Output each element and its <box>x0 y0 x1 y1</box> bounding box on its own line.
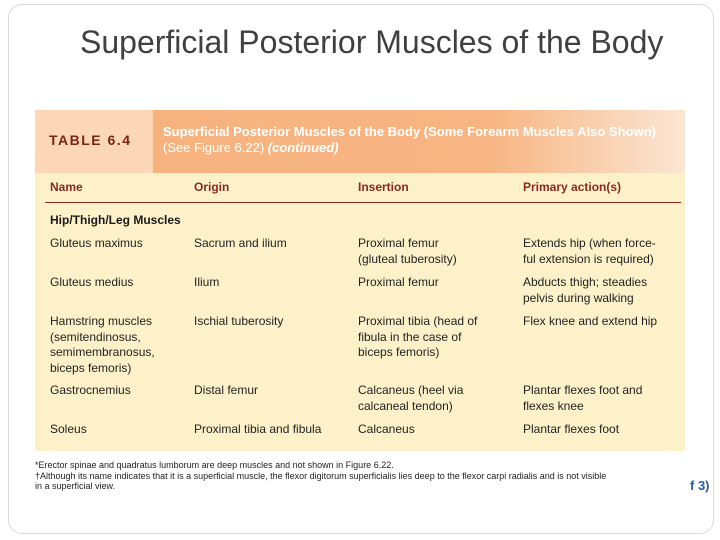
corner-text: f 3) <box>690 478 710 493</box>
cell-line: Calcaneus (heel via <box>358 383 464 397</box>
cell-line: Soleus <box>50 422 87 436</box>
column-header-insertion: Insertion <box>358 180 409 194</box>
cell-line: Gluteus medius <box>50 275 134 289</box>
cell-line: Gluteus maximus <box>50 236 143 250</box>
cell-line: Sacrum and ilium <box>194 236 287 250</box>
group-label: Hip/Thigh/Leg Muscles <box>50 213 181 227</box>
table-label-box <box>35 110 153 173</box>
cell-name <box>50 275 200 291</box>
cell-origin <box>194 383 354 399</box>
cell-line: Flex knee and extend hip <box>523 314 658 328</box>
cell-action <box>523 236 683 267</box>
header-rule <box>45 202 681 203</box>
column-header-name: Name <box>50 180 83 194</box>
cell-line: biceps femoris) <box>50 360 132 375</box>
cell-origin <box>194 422 354 438</box>
table-heading-main: Superficial Posterior Muscles of the Body (Some Forearm Muscles Also Shown) <box>163 124 656 139</box>
cell-line: Plantar flexes foot and <box>523 383 643 397</box>
cell-insertion <box>358 314 518 361</box>
table-heading-continued: (continued) <box>267 140 339 155</box>
footnote: †Although its name indicates that it is a superficial muscle, the flexor digitorum superficialis lies deep to the flexor carpi radialis and is not visible <box>35 470 607 481</box>
column-header-row <box>35 173 685 201</box>
cell-action <box>523 314 683 330</box>
table-label: TABLE 6.4 <box>49 132 132 148</box>
cell-line: Extends hip (when force- <box>523 236 656 250</box>
slide-title: Superficial Posterior Muscles of the Body <box>80 24 664 60</box>
cell-line: Plantar flexes foot <box>523 422 620 436</box>
cell-origin <box>194 236 354 252</box>
cell-line: calcaneal tendon) <box>358 398 453 413</box>
cell-line: Proximal tibia and fibula <box>194 422 322 436</box>
cell-line: flexes knee <box>523 398 584 413</box>
cell-line: Abducts thigh; steadies <box>523 275 648 289</box>
cell-origin <box>194 314 354 330</box>
cell-action <box>523 422 683 438</box>
cell-insertion <box>358 236 518 267</box>
cell-line: Distal femur <box>194 383 259 397</box>
cell-action <box>523 383 683 414</box>
cell-line: Proximal femur <box>358 236 439 250</box>
muscle-table <box>35 110 685 451</box>
cell-name <box>50 383 200 399</box>
cell-line: Proximal femur <box>358 275 439 289</box>
table-heading <box>163 124 683 156</box>
cell-action <box>523 275 683 306</box>
footnote: in a superficial view. <box>35 481 116 491</box>
column-header-origin: Origin <box>194 180 230 194</box>
cell-line: Ilium <box>194 275 220 289</box>
cell-line: ful extension is required) <box>523 251 654 266</box>
cell-insertion <box>358 422 518 438</box>
cell-line: fibula in the case of <box>358 329 462 344</box>
cell-line: Gastrocnemius <box>50 383 131 397</box>
cell-line: (gluteal tuberosity) <box>358 251 457 266</box>
cell-name <box>50 236 200 252</box>
cell-origin <box>194 275 354 291</box>
cell-name <box>50 422 200 438</box>
cell-insertion <box>358 275 518 291</box>
cell-line: biceps femoris) <box>358 345 440 359</box>
table-heading-sub: (See Figure 6.22) <box>163 140 265 155</box>
footnote: *Erector spinae and quadratus lumborum are deep muscles and not shown in Figure 6.22. <box>35 460 394 470</box>
table-footnotes <box>35 460 685 492</box>
cell-insertion <box>358 383 518 414</box>
cell-line: semimembranosus, <box>50 345 155 359</box>
cell-line: pelvis during walking <box>523 290 634 305</box>
column-header-action: Primary action(s) <box>523 180 622 194</box>
table-header <box>35 110 685 173</box>
cell-line: Calcaneus <box>358 422 415 436</box>
cell-line: (semitendinosus, <box>50 329 141 344</box>
cell-name <box>50 314 200 376</box>
cell-line: Proximal tibia (head of <box>358 314 478 328</box>
cell-line: Ischial tuberosity <box>194 314 284 328</box>
cell-line: Hamstring muscles <box>50 314 153 328</box>
